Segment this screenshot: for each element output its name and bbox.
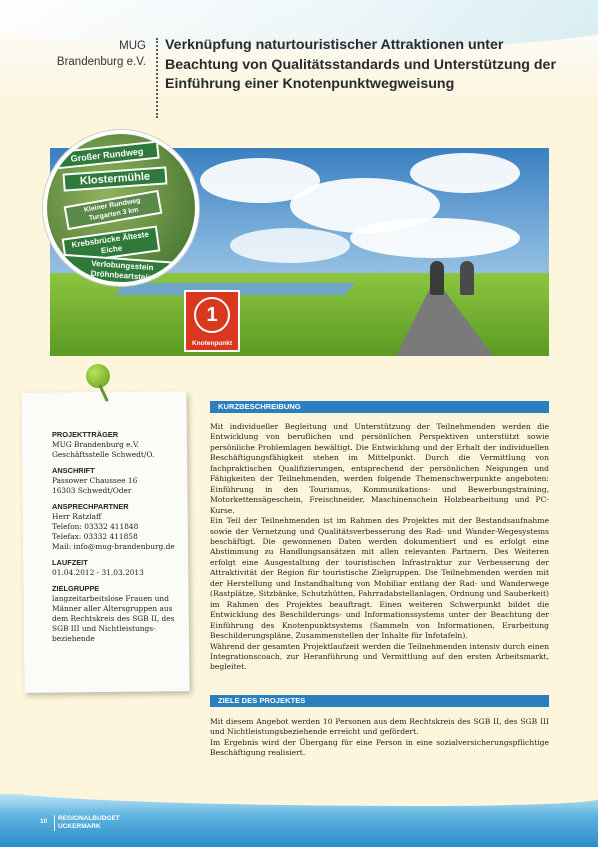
sign-verlobungsstein: Verlobungsstein Dröhnbeartstein	[60, 254, 184, 286]
project-info	[52, 430, 187, 644]
knotenpunkt-number: 1	[194, 297, 230, 333]
pushpin-needle	[98, 384, 108, 402]
knotenpunkt-sign	[184, 290, 240, 352]
traeger-value: MUG Brandenburg e.V. Geschäftsstelle Schwedt/O.	[52, 440, 155, 459]
kurzbeschreibung-text: Mit individueller Begleitung und Unterstützung der Teilnehmenden werden die Entwicklung von beruflichen und persönlichen Perspektiven unterstützt sowie persönliche Problemlagen bewältigt. Die Entwicklung und der Erhalt der individuellen Beschäftigungsfähigkeit stehen im Mittelpunkt. Durch die Vermittlung von fachpraktischen Qualifizierungen, entsprechend der persönlichen Neigungen und Fähigkeiten der Teilnehmenden, werden folgende Themenschwerpunkte angeboten: Einführung in den Tourismus, Kommunikations- und Bewerbungstraining, Motorkettensägeschein, Freischneider, Maschinenschein Holzbearbeitung und PC-Kurse. Ein Teil der Teilnehmenden ist im Rahmen des Projektes mit der Bestandsaufnahme sowie der Vernetzung und Qualitätsverbesserung des Rad- und Wander-Wegesystems beschäftigt. Die gewonnenen Daten werden dokumentiert und es erfolgt eine Abstimmung zu Handlungsansätzen mit allen relevanten Partnern. Des Weiteren erfolgt eine Ausgestaltung der touristischen Infrastruktur zur Verbesserung der Attraktivität der Region für touristische Zielgruppen. Die Teilnehmenden werden mit der Herstellung und Instandhaltung von Mobiliar entlang der Rad- und Wanderwege (Rastplätze, Sitzbänke, Schutzhütten, Fahrradabstellanlagen, Ordnung und Sauberkeit) im Rahmen des Projektes beauftragt. Einen weiteren Schwerpunkt bildet die Entwicklung des Beschilderungs- und Informationssystems unter der Beachtung der Einführung des Knotenpunktsystems (Sammeln von Informationen, Erarbeitung Beschilderungspläne, Zusammenstellen der Inhalte für Infotafeln). Während der gesamten Projektlaufzeit werden die Teilnehmenden intensiv durch einen Integrationscoach, zur Heranführung und Vermittlung auf den ersten Arbeitsmarkt, begleitet.	[210, 422, 549, 672]
partner-value: Herr Ratzlaff Telefon: 03332 411848 Telefax: 03332 411858 Mail: info@mug-brandenburg.de	[52, 512, 175, 551]
section-heading-ziele: ZIELE DES PROJEKTES	[210, 695, 549, 707]
page-title: Verknüpfung naturtouristischer Attraktionen unter Beachtung von Qualitätsstandards und Unterstützung der Einführung einer Knotenpunktwegweisung	[165, 37, 556, 92]
cloud	[350, 218, 520, 258]
section-heading-kurzbeschreibung: KURZBESCHREIBUNG	[210, 401, 549, 413]
footer-wave	[0, 782, 598, 806]
sign-krebsbruecke: Krebsbrücke Älteste Eiche	[62, 225, 161, 264]
footer-line-2: UCKERMARK	[58, 823, 101, 830]
anschrift-heading: ANSCHRIFT	[52, 466, 95, 475]
cloud	[410, 153, 520, 193]
traeger-heading: PROJEKTTRÄGER	[52, 430, 119, 439]
knotenpunkt-label: Knotenpunkt	[191, 340, 233, 347]
laufzeit-heading: LAUFZEIT	[52, 558, 88, 567]
partner-heading: ANSPRECHPARTNER	[52, 502, 129, 511]
organization-name	[57, 38, 146, 70]
sign-grosser-rundweg: Großer Rundweg	[54, 141, 159, 170]
signpost-photo-circle	[43, 130, 199, 286]
org-line-2: Brandenburg e.V.	[56, 56, 146, 68]
ziele-text: Mit diesem Angebot werden 10 Personen aus dem Rechtskreis des SGB II, des SGB III und Nichtleistungsbeziehende erreicht und gefördert. Im Ergebnis wird der Übergang für eine Person in eine sozialversicherungspflichtige Beschäftigung realisiert.	[210, 717, 549, 758]
laufzeit-value: 01.04.2012 - 31.03.2013	[52, 568, 144, 577]
zielgruppe-heading: ZIELGRUPPE	[52, 584, 100, 593]
cyclist-figure	[430, 261, 444, 295]
anschrift-value: Passower Chaussee 16 16303 Schwedt/Oder	[52, 476, 138, 495]
cyclist-figure	[460, 261, 474, 295]
pushpin-icon	[80, 360, 120, 400]
sign-klostermuehle: Klostermühle	[62, 166, 167, 191]
header-divider	[156, 38, 158, 118]
zielgruppe-value: langzeitarbeitslose Frauen und Männer aller Altersgruppen aus dem Rechtskreis des SGB II, des SGB III und Nichtleistungs-beziehende	[52, 594, 175, 643]
org-line-1: MUG	[119, 40, 146, 52]
cloud	[230, 228, 350, 263]
sign-kleiner-rundweg: Kleiner Rundweg Turgarten 3 km	[64, 190, 163, 230]
page-number: 10	[40, 818, 48, 825]
footer-line-1: REGIONALBUDGET	[58, 815, 120, 822]
footer-title	[54, 815, 120, 831]
photo-bike-path	[395, 278, 495, 356]
